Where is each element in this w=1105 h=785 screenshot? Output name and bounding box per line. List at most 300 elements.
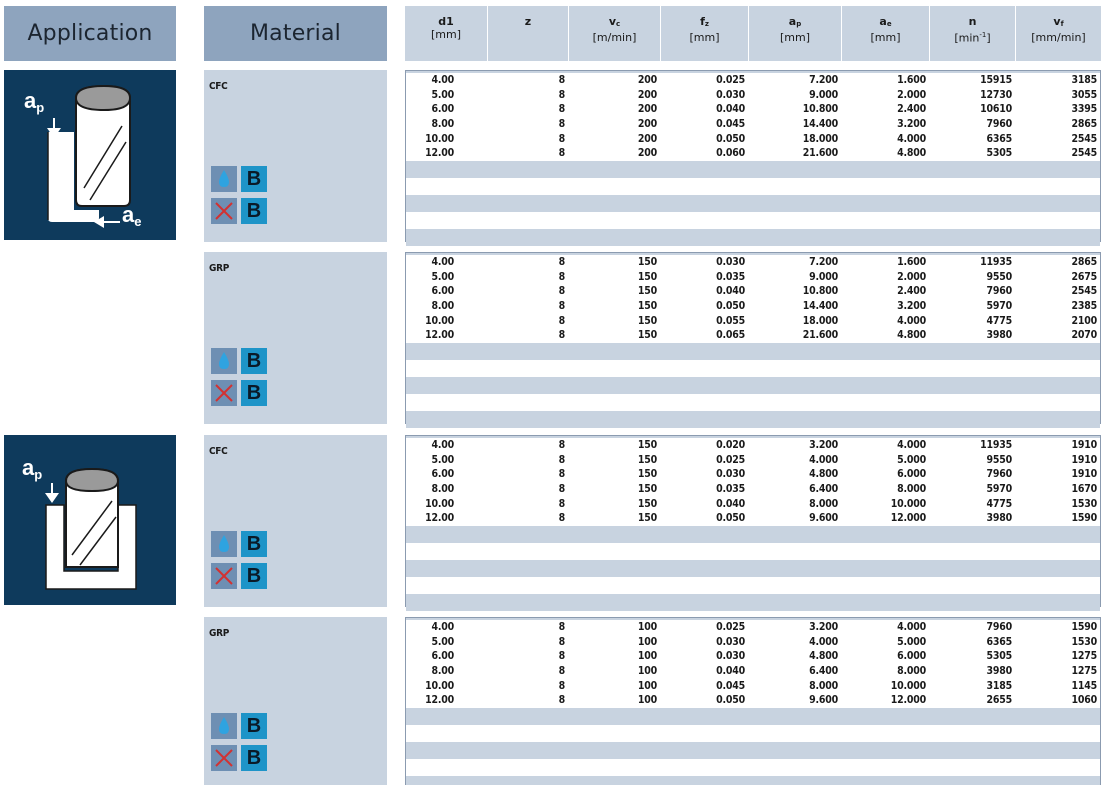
column-unit [954,28,990,46]
side-milling-diagram [4,70,176,240]
column-unit-end: ] [986,31,991,45]
no-coolant-icon [211,198,237,224]
table-cell: 8 [558,679,565,692]
table-cell: 5970 [986,300,1012,313]
column-unit-text: [min [954,31,980,45]
column-header [661,6,749,61]
material-panel [204,435,387,607]
table-cell: 2545 [1071,285,1097,298]
table-cell: 12730 [980,88,1012,101]
table-cell: 12.00 [425,512,454,525]
material-header-label: Material [250,21,341,46]
table-cell: 7960 [986,118,1012,131]
table-cell: 21.600 [802,147,838,160]
table-cell: 2.000 [897,270,926,283]
table-cell: 4775 [986,314,1012,327]
table-cell: 0.065 [716,329,745,342]
table-cell: 8 [558,329,565,342]
table-cell: 5.00 [431,635,454,648]
table-cell: 18.000 [802,132,838,145]
table-cell: 0.030 [716,88,745,101]
table-cell: 1590 [1071,621,1097,634]
table-rows [406,438,1100,526]
table-cell: 8 [558,270,565,283]
table-cell: 1275 [1071,665,1097,678]
table-cell: 2545 [1071,147,1097,160]
table-cell: 150 [637,285,657,298]
table-cell: 8 [558,439,565,452]
table-cell: 150 [637,439,657,452]
table-cell: 0.025 [716,453,745,466]
coolant-badge: B [241,380,267,406]
column-symbol-subscript: e [886,20,892,28]
table-cell: 3185 [986,679,1012,692]
empty-row [406,178,1100,195]
table-cell: 4775 [986,497,1012,510]
table-cell: 2655 [986,694,1012,707]
table-cell: 8.00 [431,118,454,131]
column-header-row [405,6,1101,61]
table-row [406,620,1100,635]
table-cell: 4.800 [897,147,926,160]
table-cell: 3.200 [809,439,838,452]
coolant-dry-row [211,380,267,406]
column-unit-superscript: -1 [979,31,987,39]
column-symbol-main: d1 [438,15,454,28]
table-cell: 1145 [1071,679,1097,692]
table-row [406,453,1100,468]
empty-row [406,560,1100,577]
table-cell: 2675 [1071,270,1097,283]
water-drop-icon [211,713,237,739]
table-cell: 10.800 [802,285,838,298]
empty-row [406,742,1100,759]
column-symbol [1053,15,1063,31]
column-header [842,6,930,61]
table-cell: 2070 [1071,329,1097,342]
material-label: GRP [209,628,230,639]
table-cell: 0.025 [716,74,745,87]
table-cell: 6.00 [431,650,454,663]
table-cell: 2385 [1071,300,1097,313]
table-row [406,146,1100,161]
table-cell: 8 [558,300,565,313]
table-cell: 1590 [1071,512,1097,525]
table-cell: 6.00 [431,103,454,116]
table-row [406,482,1100,497]
table-cell: 100 [637,665,657,678]
table-cell: 7960 [986,468,1012,481]
table-cell: 4.000 [897,132,926,145]
table-cell: 1910 [1071,439,1097,452]
table-cell: 7960 [986,621,1012,634]
table-row [406,131,1100,146]
column-symbol-main: z [524,15,532,28]
column-symbol [700,15,709,31]
table-cell: 8 [558,88,565,101]
table-row [406,284,1100,299]
table-cell: 1.600 [897,256,926,269]
coolant-badge: B [241,166,267,192]
table-empty-rows [406,708,1100,785]
table-cell: 5.000 [897,453,926,466]
table-row [406,328,1100,343]
table-cell: 8 [558,635,565,648]
column-unit [780,31,810,45]
table-cell: 150 [637,512,657,525]
table-cell: 8 [558,453,565,466]
table-row [406,117,1100,132]
cutting-data-table [405,252,1101,424]
coolant-wet-row [211,713,267,739]
table-cell: 8.000 [809,679,838,692]
table-cell: 0.030 [716,650,745,663]
table-cell: 21.600 [802,329,838,342]
table-cell: 3395 [1071,103,1097,116]
table-cell: 0.040 [716,103,745,116]
table-cell: 10.000 [890,679,926,692]
table-cell: 0.030 [716,256,745,269]
column-symbol-main: f [700,15,705,28]
table-empty-rows [406,526,1100,611]
table-cell: 7.200 [809,256,838,269]
table-row [406,299,1100,314]
table-cell: 3055 [1071,88,1097,101]
empty-row [406,526,1100,543]
column-symbol-main: a [879,15,887,28]
coolant-dry-row [211,563,267,589]
table-cell: 12.000 [890,694,926,707]
table-cell: 4.000 [897,621,926,634]
table-cell: 8 [558,468,565,481]
table-cell: 8 [558,314,565,327]
table-cell: 10.00 [425,132,454,145]
table-cell: 0.040 [716,285,745,298]
table-cell: 8 [558,512,565,525]
table-cell: 4.800 [897,329,926,342]
table-cell: 8.00 [431,665,454,678]
table-cell: 12.000 [890,512,926,525]
table-cell: 200 [637,88,657,101]
table-cell: 8 [558,118,565,131]
column-unit-text: [mm] [430,28,461,41]
column-header [749,6,842,61]
empty-row [406,725,1100,742]
table-cell: 8 [558,256,565,269]
table-rows [406,620,1100,708]
table-cell: 8.000 [897,483,926,496]
material-label: CFC [209,81,228,92]
coolant-wet-row [211,348,267,374]
column-symbol [438,15,454,28]
table-cell: 6.00 [431,468,454,481]
material-header [204,6,387,61]
coolant-dry-row [211,745,267,771]
table-cell: 8 [558,74,565,87]
table-cell: 12.00 [425,147,454,160]
table-cell: 1670 [1071,483,1097,496]
table-row [406,664,1100,679]
table-cell: 7.200 [809,74,838,87]
table-cell: 10.00 [425,314,454,327]
table-cell: 8 [558,650,565,663]
table-row [406,678,1100,693]
column-unit-text: [mm] [779,31,810,44]
table-rows [406,255,1100,343]
table-row [406,255,1100,270]
table-cell: 0.040 [716,665,745,678]
empty-row [406,377,1100,394]
empty-row [406,708,1100,725]
ae-label: ae [122,202,142,229]
table-cell: 4.00 [431,74,454,87]
table-cell: 2.400 [897,285,926,298]
column-unit [689,31,719,45]
empty-row [406,360,1100,377]
table-cell: 0.030 [716,468,745,481]
coolant-badge: B [241,198,267,224]
table-cell: 14.400 [802,300,838,313]
table-cell: 0.030 [716,635,745,648]
empty-row [406,229,1100,246]
empty-row [406,776,1100,785]
table-cell: 10.000 [890,497,926,510]
table-cell: 5.000 [897,635,926,648]
table-cell: 4.00 [431,439,454,452]
cutting-data-table [405,70,1101,242]
column-unit-text: [mm] [689,31,720,44]
empty-row [406,343,1100,360]
table-cell: 0.025 [716,621,745,634]
empty-row [406,411,1100,428]
column-symbol-subscript: c [616,20,621,28]
column-header [569,6,661,61]
table-cell: 150 [637,329,657,342]
table-cell: 4.00 [431,621,454,634]
table-cell: 6.000 [897,650,926,663]
column-unit [431,28,461,42]
coolant-wet-row [211,531,267,557]
table-cell: 5305 [986,147,1012,160]
cutting-data-table [405,435,1101,607]
table-cell: 9.000 [809,88,838,101]
ap-label-slot: ap [22,455,43,482]
table-cell: 8 [558,621,565,634]
table-cell: 4.000 [897,439,926,452]
table-cell: 150 [637,468,657,481]
table-cell: 3.200 [897,300,926,313]
ap-label: ap [24,88,45,115]
empty-row [406,543,1100,560]
column-symbol-subscript: f [1060,20,1064,28]
no-coolant-icon [211,745,237,771]
slot-milling-diagram [4,435,176,605]
table-empty-rows [406,161,1100,246]
column-unit-text: [mm] [870,31,901,44]
table-cell: 8 [558,132,565,145]
material-panel [204,252,387,424]
table-rows [406,73,1100,161]
column-unit-text: [m/min] [592,31,637,44]
column-header [1016,6,1101,61]
table-cell: 1060 [1071,694,1097,707]
table-cell: 6365 [986,635,1012,648]
table-cell: 1275 [1071,650,1097,663]
column-symbol-subscript: p [796,20,802,28]
table-cell: 200 [637,147,657,160]
material-panel [204,70,387,242]
table-cell: 12.00 [425,329,454,342]
table-cell: 8 [558,147,565,160]
table-cell: 6.400 [809,665,838,678]
table-cell: 150 [637,453,657,466]
table-cell: 2545 [1071,132,1097,145]
table-cell: 4.800 [809,468,838,481]
table-cell: 0.050 [716,694,745,707]
table-cell: 7960 [986,285,1012,298]
table-cell: 2.000 [897,88,926,101]
table-cell: 200 [637,118,657,131]
table-cell: 3980 [986,665,1012,678]
table-cell: 5.00 [431,88,454,101]
table-cell: 9550 [986,453,1012,466]
table-cell: 150 [637,256,657,269]
empty-row [406,394,1100,411]
column-header [405,6,488,61]
empty-row [406,195,1100,212]
table-cell: 150 [637,300,657,313]
table-row [406,270,1100,285]
table-cell: 6365 [986,132,1012,145]
table-cell: 0.045 [716,679,745,692]
application-header [4,6,176,61]
table-cell: 8.000 [809,497,838,510]
table-cell: 0.040 [716,497,745,510]
table-row [406,88,1100,103]
column-unit [1031,31,1085,45]
table-row [406,73,1100,88]
table-cell: 9.600 [809,512,838,525]
table-row [406,467,1100,482]
table-cell: 150 [637,314,657,327]
table-cell: 10.00 [425,679,454,692]
table-cell: 10.00 [425,497,454,510]
table-cell: 8 [558,497,565,510]
coolant-badge: B [241,745,267,771]
table-row [406,649,1100,664]
empty-row [406,594,1100,611]
table-row [406,102,1100,117]
table-cell: 5.00 [431,270,454,283]
table-cell: 2100 [1071,314,1097,327]
cutting-data-table [405,617,1101,785]
column-symbol [789,15,801,31]
table-cell: 0.035 [716,270,745,283]
table-cell: 5305 [986,650,1012,663]
table-cell: 1.600 [897,74,926,87]
table-cell: 8 [558,665,565,678]
table-cell: 9.600 [809,694,838,707]
table-cell: 5970 [986,483,1012,496]
table-cell: 3.200 [809,621,838,634]
column-symbol [525,15,531,28]
table-cell: 6.400 [809,483,838,496]
table-cell: 9550 [986,270,1012,283]
water-drop-icon [211,166,237,192]
no-coolant-icon [211,563,237,589]
table-cell: 8 [558,694,565,707]
water-drop-icon [211,531,237,557]
empty-row [406,759,1100,776]
table-cell: 8 [558,103,565,116]
table-cell: 12.00 [425,694,454,707]
table-cell: 100 [637,621,657,634]
table-cell: 100 [637,694,657,707]
table-row [406,313,1100,328]
empty-row [406,161,1100,178]
column-unit [870,31,900,45]
table-cell: 0.055 [716,314,745,327]
table-cell: 150 [637,483,657,496]
table-cell: 200 [637,132,657,145]
table-cell: 10610 [980,103,1012,116]
table-cell: 2.400 [897,103,926,116]
application-header-label: Application [27,21,153,46]
table-cell: 10.800 [802,103,838,116]
column-symbol-subscript: z [704,20,709,28]
water-drop-icon [211,348,237,374]
table-cell: 11935 [980,256,1012,269]
table-cell: 4.800 [809,650,838,663]
table-cell: 0.050 [716,132,745,145]
table-cell: 0.020 [716,439,745,452]
empty-row [406,212,1100,229]
table-cell: 8.00 [431,483,454,496]
column-symbol [609,15,620,31]
table-cell: 100 [637,679,657,692]
table-cell: 4.000 [897,314,926,327]
table-cell: 6.00 [431,285,454,298]
table-cell: 0.035 [716,483,745,496]
table-row [406,693,1100,708]
table-row [406,635,1100,650]
coolant-badge: B [241,348,267,374]
table-cell: 200 [637,74,657,87]
table-cell: 100 [637,635,657,648]
table-cell: 1910 [1071,468,1097,481]
table-row [406,438,1100,453]
column-header [488,6,569,61]
no-coolant-icon [211,380,237,406]
table-cell: 8 [558,483,565,496]
table-cell: 5.00 [431,453,454,466]
table-cell: 0.050 [716,512,745,525]
coolant-dry-row [211,198,267,224]
table-cell: 6.000 [897,468,926,481]
coolant-badge: B [241,531,267,557]
table-cell: 9.000 [809,270,838,283]
table-cell: 1910 [1071,453,1097,466]
column-symbol-main: v [608,15,616,28]
table-cell: 1530 [1071,497,1097,510]
column-symbol [879,15,891,31]
table-cell: 3185 [1071,74,1097,87]
table-cell: 8.00 [431,300,454,313]
column-unit [593,31,637,45]
table-cell: 150 [637,497,657,510]
column-symbol-main: n [968,15,977,28]
material-panel [204,617,387,785]
